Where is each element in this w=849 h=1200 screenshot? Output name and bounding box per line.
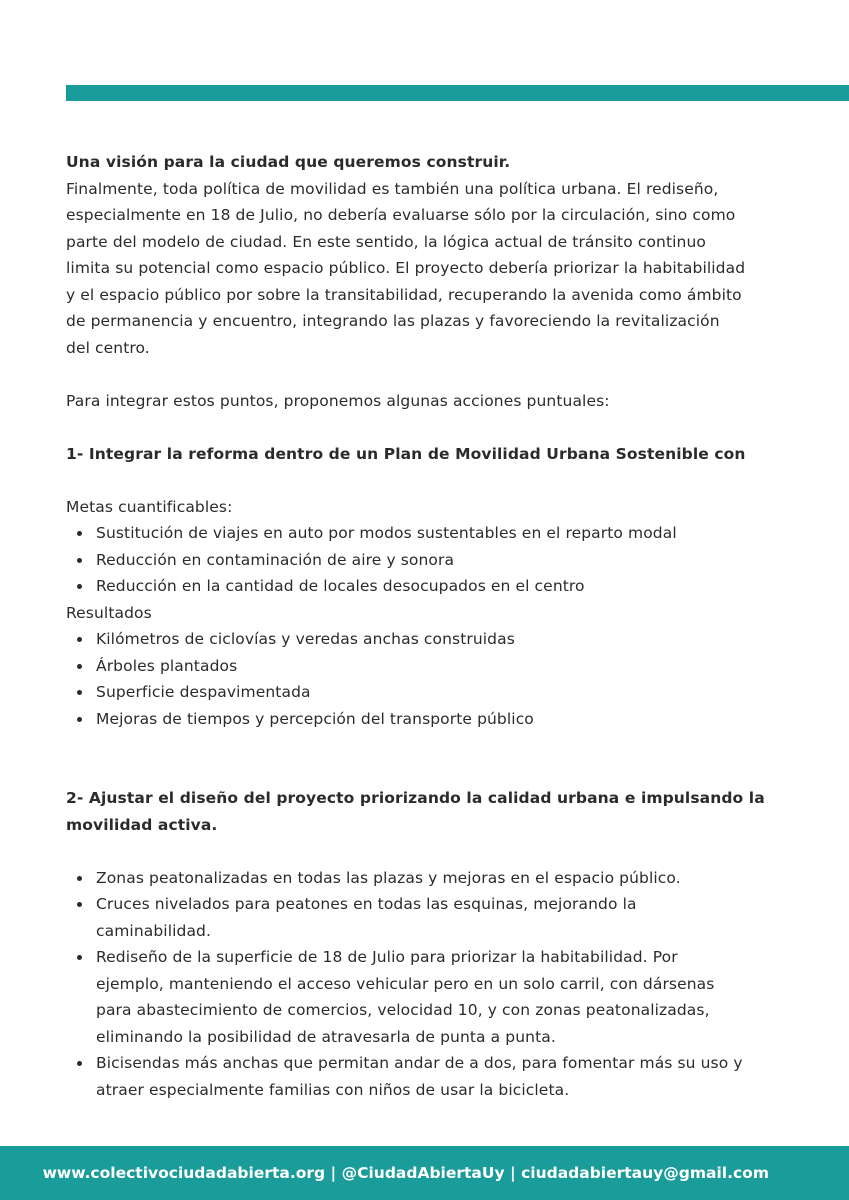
list-item (66, 891, 796, 944)
paragraph-line: parte del modelo de ciudad. En este sentido, la lógica actual de tránsito continuo (66, 232, 706, 251)
paragraph-line: Finalmente, toda política de movilidad es también una política urbana. El rediseño, (66, 179, 719, 198)
list-item-line: Cruces nivelados para peatones en todas las esquinas, mejorando la (96, 895, 637, 913)
footer-contact (43, 1164, 769, 1182)
list-item-line: caminabilidad. (96, 921, 212, 940)
website-link[interactable]: www.colectivociudadabierta.org (42, 1164, 326, 1182)
list-item (66, 944, 796, 1050)
resultados-label: Resultados (66, 603, 152, 622)
resultados-list (66, 626, 796, 732)
top-accent-bar (66, 85, 849, 101)
list-item (66, 865, 796, 892)
metas-label: Metas cuantificables: (66, 497, 233, 516)
list-item: Reducción en la cantidad de locales desocupados en el centro (66, 573, 796, 600)
heading-line: movilidad activa. (66, 815, 218, 834)
point1-heading: 1- Integrar la reforma dentro de un Plan de Movilidad Urbana Sostenible con (66, 444, 746, 463)
list-item-line: ejemplo, manteniendo el acceso vehicular pero en un solo carril, con dársenas (96, 974, 715, 993)
list-item-line: Rediseño de la superficie de 18 de Julio para priorizar la habitabilidad. Por (96, 948, 678, 966)
vision-paragraph (66, 176, 796, 362)
list-item-line: Zonas peatonalizadas en todas las plazas y mejoras en el espacio público. (96, 868, 681, 887)
list-item (66, 1050, 796, 1103)
list-item: Árboles plantados (66, 653, 796, 680)
list-item-line: para abastecimiento de comercios, velocidad 10, y con zonas peatonalizadas, (96, 1001, 710, 1019)
point2-list (66, 865, 796, 1104)
list-item: Mejoras de tiempos y percepción del transporte público (66, 706, 796, 733)
list-item: Sustitución de viajes en auto por modos sustentables en el reparto modal (66, 520, 796, 547)
footer-separator: | (325, 1164, 342, 1182)
point2-heading (66, 785, 796, 838)
list-item-line: atraer especialmente familias con niños de usar la bicicleta. (96, 1080, 570, 1099)
document-body (66, 149, 796, 1103)
heading-line: 2- Ajustar el diseño del proyecto priorizando la calidad urbana e impulsando la (66, 789, 765, 807)
list-item-line: eliminando la posibilidad de atravesarla de punta a punta. (96, 1027, 556, 1046)
section-heading-vision: Una visión para la ciudad que queremos construir. (66, 153, 511, 171)
paragraph-line: especialmente en 18 de Julio, no debería evaluarse sólo por la circulación, sino como (66, 206, 736, 224)
paragraph-line: de permanencia y encuentro, integrando las plazas y favoreciendo la revitalización (66, 312, 720, 330)
footer-separator: | (504, 1164, 522, 1182)
footer-bar (0, 1146, 849, 1200)
list-item-line: Bicisendas más anchas que permitan andar de a dos, para fomentar más su uso y (96, 1054, 743, 1072)
intro-text: Para integrar estos puntos, proponemos algunas acciones puntuales: (66, 391, 610, 410)
email-link[interactable]: ciudadabiertauy@gmail.com (521, 1164, 769, 1182)
metas-list (66, 520, 796, 600)
list-item: Superficie despavimentada (66, 679, 796, 706)
list-item: Reducción en contaminación de aire y sonora (66, 547, 796, 574)
paragraph-line: y el espacio público por sobre la transitabilidad, recuperando la avenida como ámbito (66, 285, 742, 304)
paragraph-line: del centro. (66, 338, 150, 357)
list-item: Kilómetros de ciclovías y veredas anchas construidas (66, 626, 796, 653)
paragraph-line: limita su potencial como espacio público. El proyecto debería priorizar la habitabilidad (66, 259, 746, 277)
social-handle-link[interactable]: @CiudadAbiertaUy (341, 1164, 505, 1182)
